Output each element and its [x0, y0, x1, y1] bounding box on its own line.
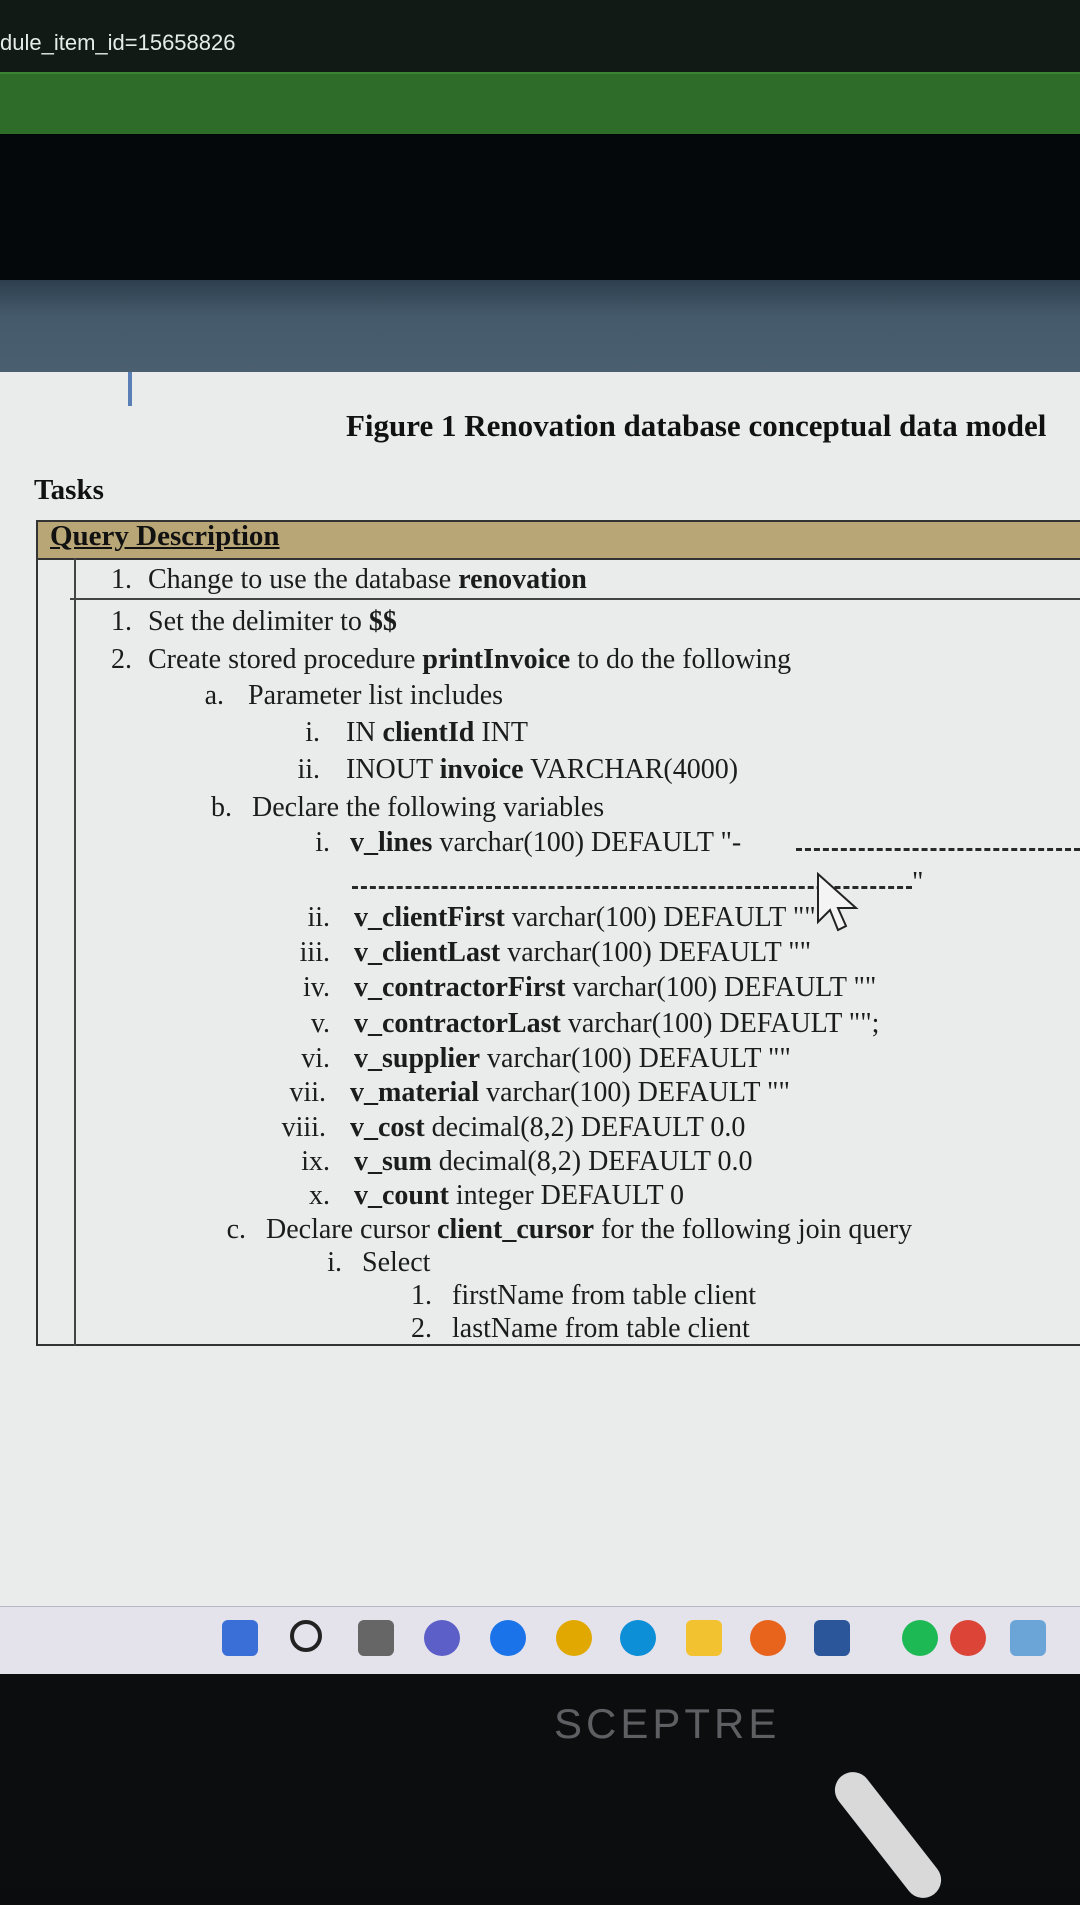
document-toolbar [0, 280, 1080, 372]
figure-caption: Figure 1 Renovation database conceptual data model [346, 408, 1047, 443]
task-view-icon[interactable] [358, 1620, 394, 1656]
figure-border-marker [128, 372, 132, 406]
chrome-alt-icon[interactable] [950, 1620, 986, 1656]
table-header-label: Query Description [50, 520, 280, 552]
chrome-icon[interactable] [556, 1620, 592, 1656]
url-text[interactable]: dule_item_id=15658826 [0, 30, 236, 55]
tasks-heading: Tasks [34, 474, 104, 506]
search-icon[interactable] [290, 1620, 322, 1652]
start-icon[interactable] [222, 1620, 258, 1656]
paint-icon[interactable] [1010, 1620, 1046, 1656]
edge-icon[interactable] [620, 1620, 656, 1656]
spotify-icon[interactable] [902, 1620, 938, 1656]
mouse-pointer-icon [816, 872, 862, 934]
cortana-icon[interactable] [490, 1620, 526, 1656]
dash-line-end: " [912, 867, 924, 898]
teams-icon[interactable] [424, 1620, 460, 1656]
file-explorer-icon[interactable] [686, 1620, 722, 1656]
monitor-brand-logo: SCEPTRE [554, 1700, 781, 1747]
firefox-icon[interactable] [750, 1620, 786, 1656]
word-icon[interactable] [814, 1620, 850, 1656]
table-row-divider [70, 598, 1080, 600]
bookmark-bar [0, 72, 1080, 136]
viewer-background [0, 134, 1080, 280]
dash-line [796, 848, 1080, 851]
